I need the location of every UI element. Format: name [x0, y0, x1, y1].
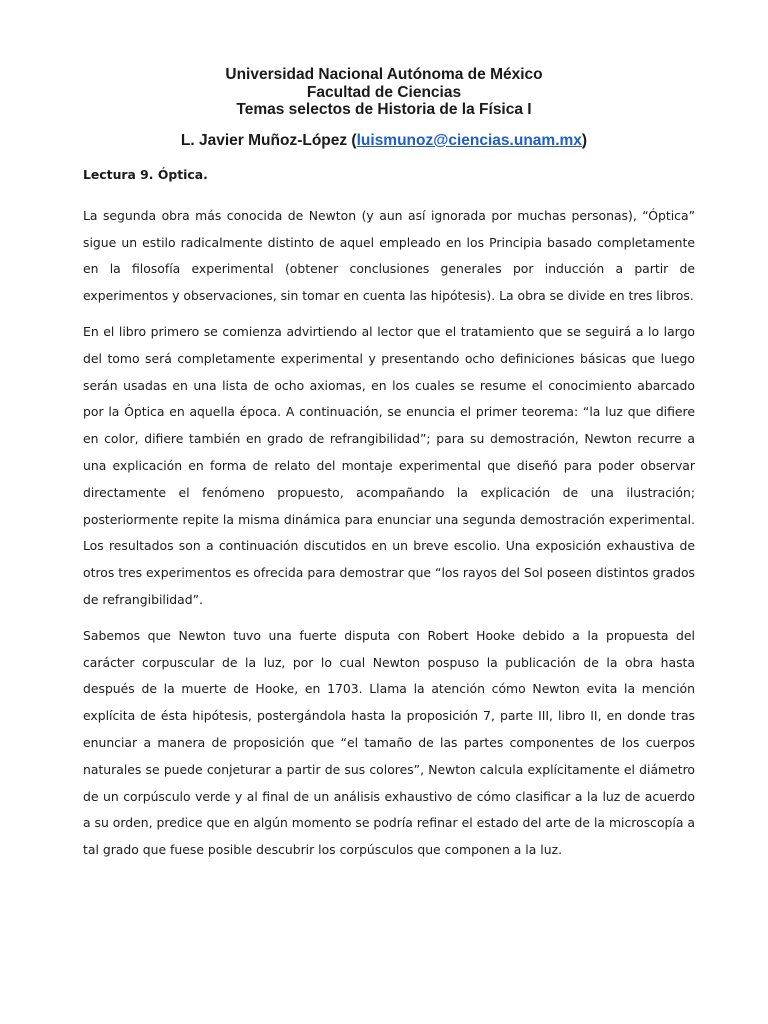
- author-line: [0, 131, 768, 151]
- author-name: L. Javier Muñoz-López (: [180, 132, 357, 149]
- lecture-title: Lectura 9. Óptica.: [83, 167, 208, 182]
- document-body: [83, 162, 695, 864]
- author-close-paren: ): [581, 132, 588, 149]
- author-email-link[interactable]: luismunoz@ciencias.unam.mx: [356, 132, 582, 149]
- paragraph-1: La segunda obra más conocida de Newton (y aun así ignorada por muchas personas), “Óptica” sigue un estilo radicalmente distinto de aquel empleado en los Principia basado completamente en la filosofía experimental (obtener conclusiones generales por inducción a partir de experimentos y observaciones, sin tomar en cuenta las hipótesis). La obra se divide en tres libros.: [83, 207, 695, 304]
- document-header: [0, 66, 768, 119]
- paragraph-2: En el libro primero se comienza advirtiendo al lector que el tratamiento que se seguirá a lo largo del tomo será completamente experimental y presentando ocho definiciones básicas que luego serán usadas en una lista de ocho axiomas, en los cuales se resume el conocimiento abarcado por la Óptica en aquella época. A continuación, se enuncia el primer teorema: “la luz que difiere en color, difiere también en grado de refrangibilidad”; para su demostración, Newton recurre a una explicación en forma de relato del montaje experimental que diseñó para poder observar directamente el fenómeno propuesto, acompañando la explicación de una ilustración; posteriormente repite la misma dinámica para enunciar una segunda demostración experimental. Los resultados son a continuación discutidos en un breve escolio. Una exposición exhaustiva de otros tres experimentos es ofrecida para demostrar que “los rayos del Sol poseen distintos grados de refrangibilidad”.: [83, 323, 695, 607]
- faculty-name: Facultad de Ciencias: [306, 83, 462, 101]
- course-name: Temas selectos de Historia de la Física I: [236, 101, 532, 118]
- paragraph-3: Sabemos que Newton tuvo una fuerte disputa con Robert Hooke debido a la propuesta del carácter corpuscular de la luz, por lo cual Newton pospuso la publicación de la obra hasta después de la muerte de Hooke, en 1703. Llama la atención cómo Newton evita la mención explícita de ésta hipótesis, postergándola hasta la proposición 7, parte III, libro II, en donde tras enunciar a manera de proposición que “el tamaño de las partes componentes de los cuerpos naturales se puede conjeturar a partir de sus colores”, Newton calcula explícitamente el diámetro de un corpúsculo verde y al final de un análisis exhaustivo de cómo clasificar a la luz de acuerdo a su orden, predice que en algún momento se podría refinar el estado del arte de la microscopía a tal grado que fuese posible descubrir los corpúsculos que componen a la luz.: [83, 627, 695, 858]
- university-name: Universidad Nacional Autónoma de México: [225, 66, 543, 83]
